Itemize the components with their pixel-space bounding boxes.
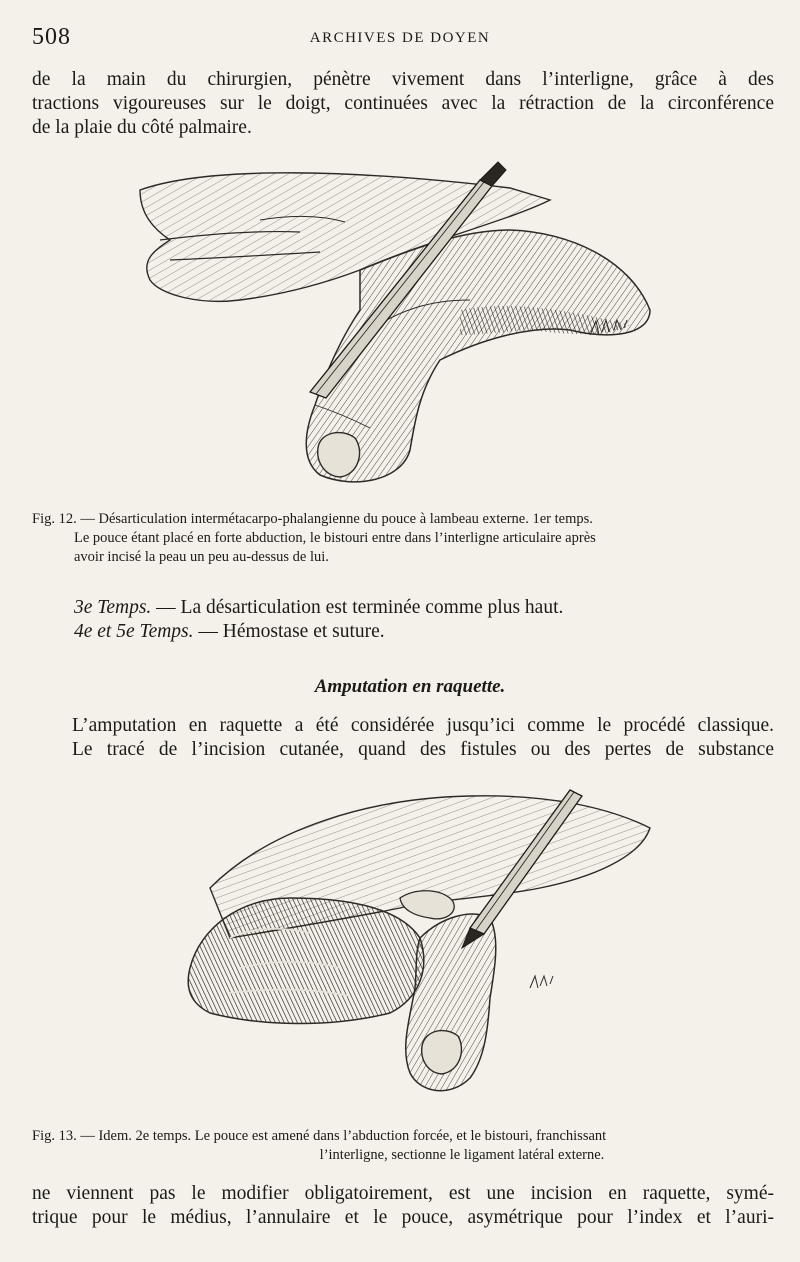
figure-13-caption bbox=[32, 1127, 772, 1165]
temps-4-5-line bbox=[74, 620, 385, 644]
page-header bbox=[30, 24, 770, 54]
text-line: de la main du chirurgien, pénètre vivement dans l’interligne, grâce à des bbox=[32, 69, 774, 90]
caption-line: Fig. 12. — Désarticulation intermétacarpo-phalangienne du pouce à lambeau externe. 1er temps. bbox=[32, 511, 593, 527]
text-line: Le tracé de l’incision cutanée, quand des fistules ou des pertes de substance bbox=[72, 739, 774, 760]
text-line: L’amputation en raquette a été considérée jusqu’ici comme le procédé classique. bbox=[72, 715, 774, 736]
figure-12-caption bbox=[32, 510, 772, 567]
caption-line: Le pouce étant placé en forte abduction, le bistouri entre dans l’interligne articulaire après bbox=[74, 530, 596, 546]
text-line: de la plaie du côté palmaire. bbox=[32, 117, 252, 138]
figure-12-illustration bbox=[130, 160, 670, 500]
section-heading: Amputation en raquette. bbox=[314, 676, 506, 697]
page-number: 508 bbox=[32, 24, 71, 50]
caption-line: avoir incisé la peau un peu au-dessus de lui. bbox=[74, 549, 329, 565]
text-line: tractions vigoureuses sur le doigt, continuées avec la rétraction de la circonférence bbox=[32, 93, 774, 114]
figure-13-illustration bbox=[170, 788, 690, 1108]
caption-line: l’interligne, sectionne le ligament latéral externe. bbox=[319, 1147, 605, 1163]
temps-3-label: 3e Temps. bbox=[74, 597, 152, 618]
paragraph-middle bbox=[32, 714, 774, 762]
text-line: trique pour le médius, l’annulaire et le pouce, asymétrique pour l’index et l’auri- bbox=[32, 1207, 774, 1228]
running-head: ARCHIVES DE DOYEN bbox=[309, 30, 491, 46]
paragraph-top bbox=[32, 68, 774, 140]
paragraph-bottom bbox=[32, 1182, 774, 1230]
text-line: ne viennent pas le modifier obligatoirement, est une incision en raquette, symé- bbox=[32, 1183, 774, 1204]
temps-4-5-label: 4e et 5e Temps. bbox=[74, 621, 194, 642]
temps-3-line bbox=[74, 596, 563, 620]
caption-line: Fig. 13. — Idem. 2e temps. Le pouce est amené dans l’abduction forcée, et le bistouri, franchissant bbox=[32, 1128, 607, 1144]
temps-3-text: — La désarticulation est terminée comme plus haut. bbox=[151, 597, 564, 618]
temps-4-5-text: — Hémostase et suture. bbox=[193, 621, 385, 642]
